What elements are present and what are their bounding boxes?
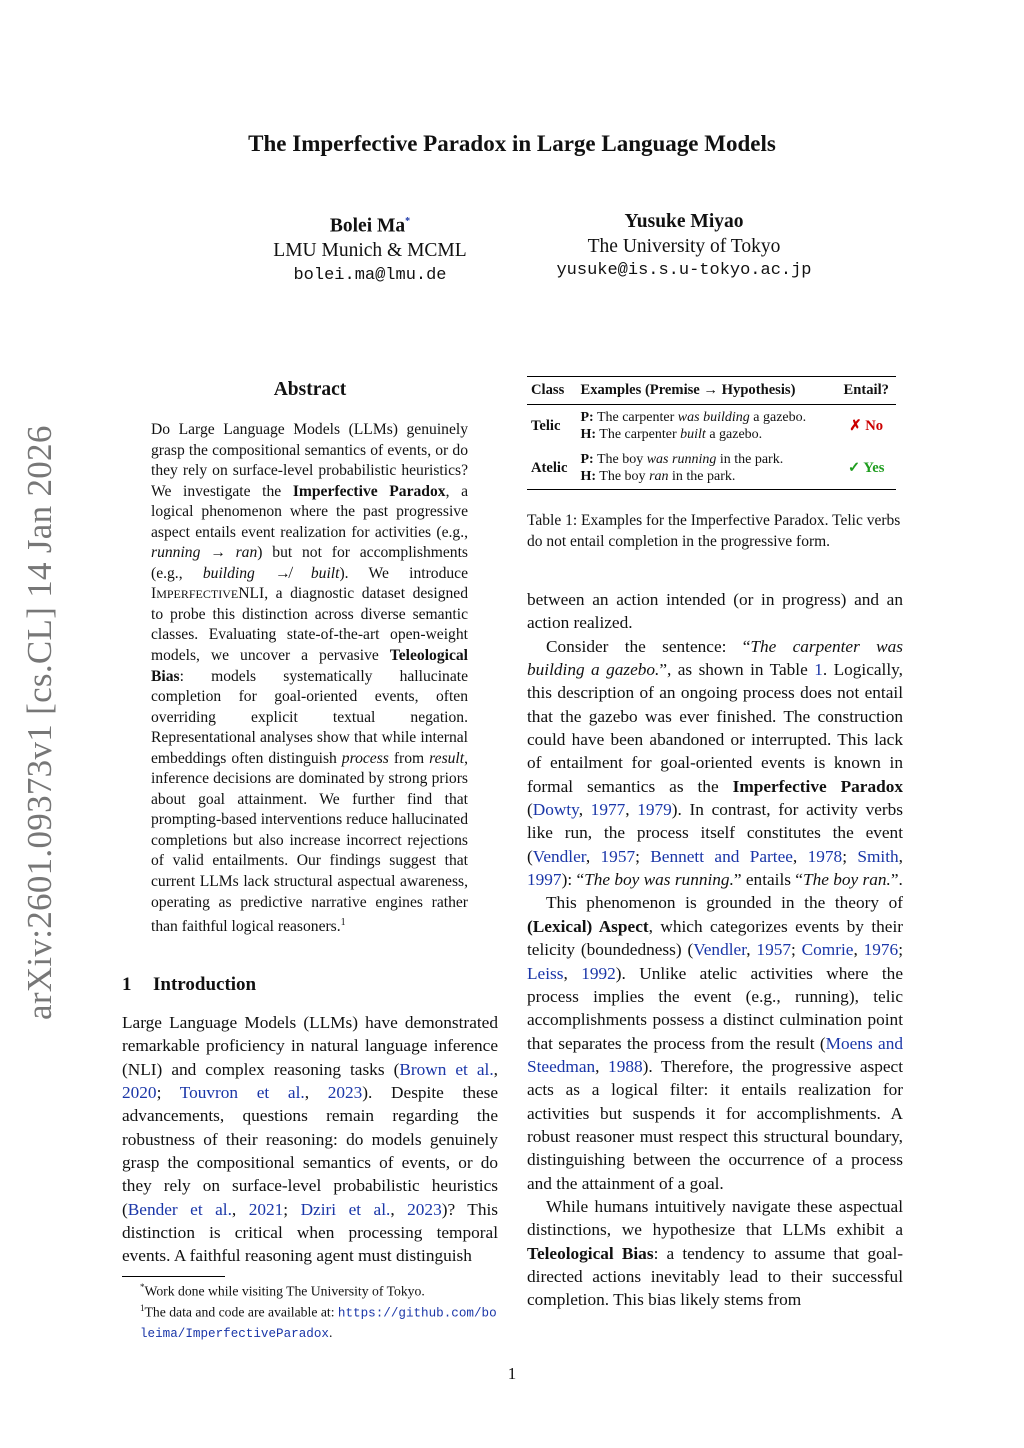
citation-link[interactable]: 1977 bbox=[590, 800, 626, 820]
dataset-name-part: I bbox=[151, 585, 157, 603]
paper-title: The Imperfective Paradox in Large Language Models bbox=[248, 131, 776, 156]
table-row bbox=[527, 405, 896, 448]
text-run: in the park. bbox=[668, 469, 736, 484]
table-caption: Table 1: Examples for the Imperfective Paradox. Telic verbs do not entail completion in the progressive form. bbox=[527, 512, 901, 550]
footnote-2 bbox=[122, 1300, 502, 1343]
table-cell-class: Telic bbox=[531, 417, 561, 434]
citation-link[interactable]: Brown et al. bbox=[399, 1059, 494, 1079]
text-run: , which categorizes events by their telicity (boundedness) ( bbox=[527, 916, 903, 960]
citation-link[interactable]: Leiss bbox=[527, 963, 564, 983]
text-run: , inference decisions are dominated by strong priors about goal attainment. We further find that prompting-based interventions reduce hallucinated completions but also increase incorrect rejections of valid entailments. Our findings suggest that current LLMs lack structural aspectual awareness, operating as predictive narrative engines rather than faithful logical reasoners. bbox=[151, 749, 469, 936]
column-header-examples: Examples (Premise → Hypothesis) bbox=[580, 382, 796, 398]
text-run: While humans intuitively navigate these aspectual distinctions, we hypothesize that LLMs exhibit a bbox=[527, 1196, 903, 1240]
citation-link[interactable]: 1992 bbox=[581, 963, 616, 983]
premise-label: P: bbox=[580, 452, 594, 467]
text-run: The carpenter bbox=[593, 410, 678, 425]
text-run: , bbox=[390, 1199, 408, 1219]
text-run: ). Despite these advancements, questions remain regarding the robustness of their reasoning: do models genuinely grasp the compositional semantics of events, or do they rely on surface-level probabilistic heuristics ( bbox=[122, 1083, 499, 1219]
text-run: , bbox=[231, 1199, 249, 1219]
author-affiliation: The University of Tokyo bbox=[587, 235, 781, 257]
author-email: bolei.ma@lmu.de bbox=[293, 265, 447, 285]
abstract-heading: Abstract bbox=[273, 379, 347, 400]
author-footnote-mark[interactable]: * bbox=[405, 216, 411, 227]
footnote-mark[interactable]: 1 bbox=[340, 917, 346, 929]
table-cell-examples bbox=[576, 405, 836, 448]
table-reference-link[interactable]: 1 bbox=[814, 660, 823, 680]
section-heading-introduction bbox=[122, 974, 256, 996]
text-run: : models systematically hallucinate completion for goal-oriented events, often overriding explicit textual negation. Representational analyses show that while internal embeddings often distinguish bbox=[151, 667, 468, 767]
intro-paragraph bbox=[122, 1011, 498, 1268]
text-run: Consider the sentence: “ bbox=[546, 636, 751, 656]
citation-link[interactable]: 2020 bbox=[122, 1083, 157, 1103]
text-run: ”, as shown in Table bbox=[659, 660, 815, 680]
text-run: , bbox=[578, 800, 591, 820]
citation-link[interactable]: 2023 bbox=[407, 1199, 442, 1219]
author-block-2 bbox=[504, 210, 864, 284]
term-imperfective-paradox: Imperfective Paradox bbox=[732, 776, 903, 796]
text-run: , bbox=[746, 940, 757, 960]
footnote-text: . bbox=[328, 1324, 333, 1340]
hypothesis-line bbox=[580, 426, 832, 443]
emphasis: process bbox=[341, 749, 389, 767]
text-run: from bbox=[388, 749, 430, 767]
text-run: , a diagnostic dataset designed to probe this distinction across diverse semantic classes. Evaluating state-of-the-art open-weight models, we uncover a pervasive bbox=[151, 585, 468, 665]
footnote-rule bbox=[122, 1276, 225, 1277]
citation-link[interactable]: Smith bbox=[857, 846, 899, 866]
citation-link[interactable]: Vendler bbox=[693, 940, 747, 960]
table-row bbox=[527, 447, 896, 490]
citation-link[interactable]: 2023 bbox=[327, 1083, 363, 1103]
hypothesis-line bbox=[580, 468, 832, 485]
text-run: in the park. bbox=[716, 452, 784, 467]
text-run: ; bbox=[283, 1199, 301, 1219]
example-word: running bbox=[151, 544, 201, 562]
text-run: ” entails “ bbox=[733, 870, 803, 890]
section-title: Introduction bbox=[153, 974, 257, 995]
text-run: ). We introduce bbox=[339, 564, 469, 582]
footnote-text: Work done while visiting The University of Tokyo. bbox=[144, 1283, 425, 1299]
author-name-text: Bolei Ma bbox=[329, 215, 406, 237]
text-run: , bbox=[493, 1059, 498, 1079]
text-run: , a logical phenomenon where the past progressive aspect entails event realization for activities (e.g., bbox=[151, 482, 468, 541]
text-run: The boy bbox=[596, 469, 650, 484]
text-run: ; bbox=[790, 940, 802, 960]
example-word: building bbox=[202, 564, 255, 582]
citation-link[interactable]: Vendler bbox=[532, 846, 586, 866]
example-word: ran bbox=[235, 544, 258, 562]
footnote-mark: 1 bbox=[140, 1303, 145, 1314]
column-header-class: Class bbox=[531, 382, 565, 398]
term-imperfective-paradox: Imperfective Paradox bbox=[292, 482, 446, 500]
emphasis: was running bbox=[646, 452, 717, 467]
author-block-1 bbox=[190, 210, 550, 288]
text-run: a gazebo. bbox=[749, 410, 807, 425]
text-run: The boy bbox=[593, 452, 647, 467]
hypothesis-label: H: bbox=[580, 469, 597, 484]
citation-link[interactable]: 1997 bbox=[527, 870, 562, 890]
text-run: ). Unlike atelic activities where the process implies the event (e.g., running), telic accomplishments possess a distinct culmination point that separates the process from the result ( bbox=[527, 963, 903, 1053]
paragraph bbox=[527, 635, 903, 892]
hypothesis-label: H: bbox=[580, 427, 597, 442]
text-run: ”. bbox=[890, 870, 903, 890]
footnote-mark: * bbox=[140, 1282, 145, 1292]
text-run: Large Language Models (LLMs) have demonstrated remarkable proficiency in natural language inference (NLI) and complex reasoning tasks ( bbox=[122, 1013, 498, 1079]
dataset-name-part: NLI bbox=[238, 585, 265, 603]
text-run: This phenomenon is grounded in the theory of bbox=[546, 893, 903, 913]
text-run: ( bbox=[527, 800, 533, 820]
text-run: , bbox=[625, 800, 638, 820]
text-run: , bbox=[304, 1083, 328, 1103]
author-name bbox=[190, 210, 550, 239]
emphasis: ran bbox=[649, 469, 669, 484]
table-cell-examples bbox=[576, 447, 836, 490]
table-header-row bbox=[527, 377, 896, 405]
text-run: , bbox=[563, 963, 582, 983]
author-email: yusuke@is.s.u-tokyo.ac.jp bbox=[556, 261, 812, 280]
example-sentence: The boy ran. bbox=[802, 870, 891, 890]
citation-link[interactable]: Bender et al. bbox=[127, 1199, 232, 1219]
text-run: . Logically, this description of an ongoing process does not entail that the gazebo was ever finished. The construction could have been abandoned or interrupted. This lack of entailment for goal-oriented events is known in formal semantics as the bbox=[527, 660, 903, 796]
repository-link[interactable]: https://github.com/boleima/ImperfectiveParadox bbox=[140, 1306, 497, 1341]
examples-table bbox=[527, 376, 896, 490]
text-run: , bbox=[898, 846, 903, 866]
premise-line bbox=[580, 451, 832, 468]
example-sentence: The carpenter was building a gazebo. bbox=[527, 636, 903, 680]
text-run: The carpenter bbox=[596, 427, 681, 442]
text-run: ). In contrast, for activity verbs like run, the process itself constitutes the event ( bbox=[527, 800, 903, 866]
citation-link[interactable]: Dowty bbox=[532, 800, 579, 820]
table-cell-entail-yes: ✓ Yes bbox=[848, 459, 885, 476]
citation-link[interactable]: 1979 bbox=[637, 800, 672, 820]
citation-link[interactable]: Bennett and Partee bbox=[650, 846, 793, 866]
dataset-name bbox=[151, 585, 264, 602]
text-run: , bbox=[792, 846, 808, 866]
table-cell-entail-no: ✗ No bbox=[849, 417, 884, 434]
text-run: , bbox=[585, 846, 601, 866]
citation-link[interactable]: 1957 bbox=[756, 940, 791, 960]
citation-link[interactable]: 1978 bbox=[807, 846, 843, 866]
arrow-symbol: → bbox=[200, 544, 236, 562]
not-arrow-symbol: ↛ bbox=[254, 564, 311, 582]
citation-link[interactable]: 1988 bbox=[608, 1056, 643, 1076]
citation-link[interactable]: 2021 bbox=[248, 1199, 284, 1219]
text-run: , bbox=[595, 1056, 609, 1076]
text-run: , bbox=[853, 940, 864, 960]
example-word: built bbox=[310, 564, 340, 582]
text-run: ) but not for accomplishments (e.g., bbox=[151, 544, 469, 582]
abstract-body bbox=[151, 420, 468, 938]
citation-link[interactable]: 1957 bbox=[600, 846, 636, 866]
table-cell-class: Atelic bbox=[531, 459, 568, 476]
author-affiliation: LMU Munich & MCML bbox=[273, 240, 467, 261]
citation-link[interactable]: Comrie bbox=[801, 940, 854, 960]
text-run: a gazebo. bbox=[705, 427, 763, 442]
column-header-entail: Entail? bbox=[843, 382, 889, 398]
footnote-text: The data and code are available at: bbox=[144, 1304, 338, 1320]
section-number: 1 bbox=[122, 974, 132, 995]
premise-line bbox=[580, 409, 832, 426]
citation-link[interactable]: Moens and Steedman bbox=[527, 1033, 903, 1076]
paragraph: between an action intended (or in progress) and an action realized. bbox=[527, 590, 903, 633]
text-run: ): “ bbox=[561, 870, 585, 890]
footnotes bbox=[122, 1279, 502, 1344]
right-column-body bbox=[527, 588, 903, 1312]
text-run: ; bbox=[842, 846, 858, 866]
term-teleological-bias: Teleological Bias bbox=[527, 1243, 654, 1263]
arxiv-sidebar-id: arXiv:2601.09373v1 [cs.CL] 14 Jan 2026 bbox=[20, 425, 59, 1020]
text-run: : a tendency to assume that goal-directed actions inevitably lead to their successful completion. This bias likely stems from bbox=[527, 1243, 903, 1310]
page-number: 1 bbox=[507, 1364, 517, 1383]
term-teleological-bias: Teleological Bias bbox=[151, 647, 468, 685]
text-run: ). Therefore, the progressive aspect acts as a logical filter: it entails realization for activities but suspends it for accomplishments. A robust reasoner must respect this structural boundary, distinguishing between the occurrence of a process and the attainment of a goal. bbox=[527, 1056, 904, 1193]
text-run: ; bbox=[635, 846, 651, 866]
emphasis: result bbox=[429, 749, 465, 767]
emphasis: was building bbox=[677, 410, 750, 425]
paragraph bbox=[527, 1195, 903, 1312]
text-run: ; bbox=[898, 940, 903, 960]
premise-label: P: bbox=[580, 410, 594, 425]
text-run: Do Large Language Models (LLMs) genuinely grasp the compositional semantics of events, or do they rely on surface-level probabilistic heuristics? We investigate the bbox=[151, 421, 468, 500]
text-run: )? This distinction is critical when processing temporal events. A faithful reasoning agent must distinguish bbox=[122, 1199, 499, 1266]
author-name: Yusuke Miyao bbox=[624, 211, 744, 232]
footnote-1 bbox=[122, 1279, 502, 1300]
paragraph bbox=[527, 891, 903, 1194]
text-run: ; bbox=[156, 1083, 180, 1103]
term-lexical-aspect: (Lexical) Aspect bbox=[527, 916, 649, 936]
citation-link[interactable]: Touvron et al. bbox=[179, 1083, 305, 1103]
dataset-name-part: MPERFECTIVE bbox=[156, 587, 239, 602]
emphasis: built bbox=[680, 427, 706, 442]
example-sentence: The boy was running. bbox=[584, 870, 734, 890]
citation-link[interactable]: Dziri et al. bbox=[300, 1199, 391, 1219]
citation-link[interactable]: 1976 bbox=[863, 940, 899, 960]
